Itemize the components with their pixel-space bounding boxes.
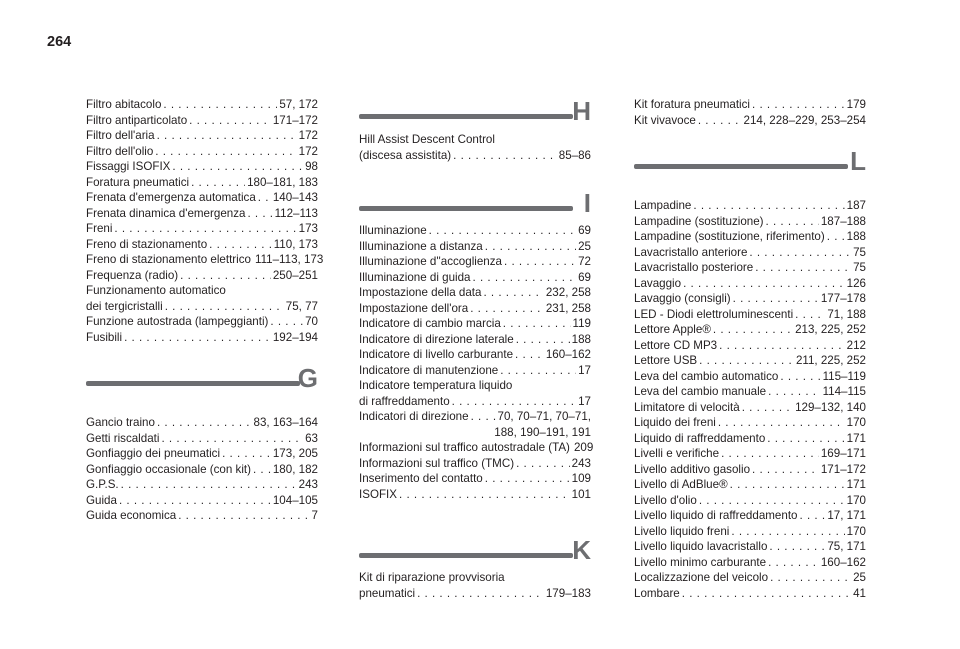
dot-leader — [258, 190, 271, 206]
index-entry — [359, 347, 591, 363]
entry-pages: 17 — [578, 363, 591, 377]
entry-term: Freni — [86, 222, 113, 235]
index-entry — [86, 190, 318, 206]
dot-leader — [429, 223, 576, 239]
entry-term: Lampadine (sostituzione) — [634, 214, 764, 228]
dot-leader — [515, 347, 544, 363]
index-entry — [634, 508, 866, 524]
entry-term: dei tergicristalli — [86, 299, 163, 313]
entry-term: Freno di stazionamento elettrico — [86, 253, 251, 266]
entry-pages: 171–172 — [820, 462, 866, 476]
index-entry — [86, 462, 318, 478]
entry-term: Livello liquido di raffreddamento — [634, 509, 798, 522]
entry-term: ISOFIX — [359, 487, 398, 501]
index-entry — [634, 555, 866, 571]
entry-pages: 69 — [578, 270, 591, 284]
dot-leader — [155, 144, 296, 160]
dot-leader — [730, 477, 845, 493]
index-entry — [359, 285, 591, 301]
entry-pages: 83, 163–164 — [253, 416, 318, 429]
index-entry — [359, 363, 591, 379]
entry-pages: 211, 225, 252 — [795, 354, 866, 367]
entry-term: Lombare — [634, 586, 680, 600]
entry-pages: 173 — [298, 222, 318, 235]
dot-leader — [755, 260, 851, 276]
index-entry — [86, 97, 318, 113]
entry-pages: 109 — [571, 472, 591, 485]
dot-leader — [165, 299, 284, 315]
dot-leader — [163, 97, 277, 113]
index-entry — [634, 322, 866, 338]
index-entry — [359, 586, 591, 602]
entry-term: Kit foratura pneumatici — [634, 98, 750, 111]
index-entry — [634, 291, 866, 307]
entry-pages: 110, 173 — [273, 237, 318, 251]
entry-pages: 71, 188 — [827, 307, 866, 321]
entry-pages: 140–143 — [272, 191, 318, 204]
dot-leader — [503, 316, 571, 332]
index-entry — [359, 394, 591, 410]
entry-term: Lettore CD MP3 — [634, 338, 718, 352]
dot-leader — [718, 415, 845, 431]
index-entry — [86, 128, 318, 144]
dot-leader — [453, 148, 557, 164]
dot-leader — [485, 471, 570, 487]
dot-leader — [471, 409, 496, 425]
section-letter: L — [850, 146, 866, 176]
entry-pages: 180, 182 — [272, 462, 318, 476]
entry-pages: 231, 258 — [545, 301, 591, 315]
index-entry — [86, 237, 318, 253]
index-entry — [634, 400, 866, 416]
entry-term: LED - Diodi elettroluminescenti — [634, 307, 794, 321]
dot-leader — [473, 270, 577, 286]
index-entry — [359, 409, 591, 440]
dot-leader — [483, 285, 543, 301]
dot-leader — [693, 198, 844, 214]
entry-pages: 177–178 — [820, 292, 866, 305]
entry-term: Indicatore di direzione laterale — [359, 332, 514, 346]
entry-term: Guida — [86, 493, 117, 507]
entry-term: Filtro antiparticolato — [86, 113, 188, 127]
section-letter: I — [583, 188, 591, 218]
index-entry — [86, 252, 324, 268]
index-entry — [634, 493, 866, 509]
dot-leader — [752, 97, 845, 113]
dot-leader — [119, 493, 271, 509]
index-entry — [359, 223, 591, 239]
entry-term: Illuminazione — [359, 224, 427, 237]
index-entry — [86, 159, 318, 175]
index-entry — [634, 338, 866, 354]
dot-leader — [399, 487, 570, 503]
index-entry — [86, 477, 318, 493]
entry-pages: 17, 171 — [827, 509, 866, 522]
index-entry — [634, 477, 866, 493]
entry-term: Indicatore di cambio marcia — [359, 317, 501, 330]
dot-leader — [222, 446, 271, 462]
entry-term: Livello d'olio — [634, 493, 697, 507]
dot-leader — [270, 314, 303, 330]
index-entry — [86, 493, 318, 509]
index-entry — [86, 113, 318, 129]
dot-leader — [161, 431, 303, 447]
dot-leader — [766, 214, 819, 230]
entry-pages: 212 — [846, 338, 866, 352]
section-letter: K — [572, 535, 591, 565]
index-entry — [359, 239, 591, 255]
entry-pages: 160–162 — [820, 555, 866, 569]
entry-pages: 17 — [578, 394, 591, 408]
entry-pages: 70, 70–71, 70–71, — [497, 410, 591, 423]
dot-leader — [157, 415, 252, 431]
index-entry — [634, 539, 866, 555]
entry-pages: 25 — [578, 239, 591, 253]
entry-term: Inserimento del contatto — [359, 472, 483, 485]
entry-term: Funzionamento automatico — [86, 284, 226, 297]
entry-pages: 69 — [578, 224, 591, 237]
index-entry — [634, 113, 866, 129]
entry-term: Freno di stazionamento — [86, 237, 208, 251]
dot-leader — [780, 369, 820, 385]
dot-leader — [500, 363, 576, 379]
dot-leader — [516, 332, 570, 348]
index-entry — [86, 268, 318, 284]
index-entry — [359, 270, 591, 286]
index-entry — [634, 198, 866, 214]
dot-leader — [452, 394, 576, 410]
index-entry — [86, 283, 318, 299]
entry-term: Fusibili — [86, 330, 123, 344]
entry-term: Livello liquido freni — [634, 524, 730, 538]
index-entry — [634, 384, 866, 400]
entry-pages: 70 — [305, 315, 318, 328]
dot-leader — [749, 245, 851, 261]
index-entry — [359, 378, 591, 394]
dot-leader — [827, 229, 845, 245]
entry-term: Illuminazione a distanza — [359, 239, 483, 253]
dot-leader — [209, 237, 272, 253]
entry-term: Lampadine (sostituzione, riferimento) — [634, 230, 825, 243]
entry-term: Illuminazione di guida — [359, 270, 471, 284]
index-entry — [86, 330, 318, 346]
entry-term: Kit di riparazione provvisoria — [359, 571, 505, 584]
entry-pages: 170 — [846, 493, 866, 507]
entry-term: Frequenza (radio) — [86, 268, 179, 282]
dot-leader — [247, 206, 272, 222]
dot-leader — [795, 307, 825, 323]
entry-pages: 213, 225, 252 — [795, 323, 866, 336]
entry-term: Lavaggio (consigli) — [634, 292, 731, 305]
section-divider — [359, 553, 573, 558]
entry-term: Leva del cambio automatico — [634, 369, 779, 383]
dot-leader — [769, 539, 825, 555]
entry-pages: 188 — [571, 332, 591, 346]
dot-leader — [157, 128, 297, 144]
index-entry — [359, 254, 591, 270]
entry-pages: 250–251 — [272, 268, 318, 282]
dot-leader — [178, 508, 309, 524]
entry-pages: 115–119 — [822, 369, 866, 383]
entry-term: Livelli e verifiche — [634, 447, 720, 460]
dot-leader — [180, 268, 271, 284]
index-column-3 — [634, 97, 866, 601]
entry-pages: 187 — [846, 199, 866, 212]
index-entry — [86, 299, 318, 315]
entry-pages: 188 — [846, 230, 866, 243]
index-column-1 — [86, 97, 324, 524]
entry-term: Foratura pneumatici — [86, 175, 190, 189]
dot-leader — [417, 586, 544, 602]
dot-leader — [189, 113, 271, 129]
index-entry — [86, 221, 318, 237]
dot-leader — [682, 586, 851, 602]
dot-leader — [253, 462, 271, 478]
entry-term: Filtro dell'aria — [86, 129, 155, 142]
entry-pages: 129–132, 140 — [795, 400, 866, 414]
entry-pages: 172 — [298, 144, 318, 158]
entry-pages: 169–171 — [820, 447, 866, 460]
entry-term: Impostazione dell'ora — [359, 301, 469, 315]
entry-pages: 243 — [298, 478, 318, 491]
entry-term: Liquido dei freni — [634, 416, 716, 429]
entry-term: Livello minimo carburante — [634, 555, 767, 569]
index-entry — [634, 245, 866, 261]
index-entry — [634, 570, 866, 586]
dot-leader — [767, 431, 844, 447]
entry-pages: 75, 77 — [285, 299, 318, 313]
entry-term: Informazioni sul traffico autostradale (TA) — [359, 441, 570, 454]
entry-pages: 75, 171 — [827, 540, 866, 553]
entry-term: Gancio traino — [86, 416, 155, 429]
entry-term: Fissaggi ISOFIX — [86, 160, 171, 173]
index-entry — [634, 229, 866, 245]
entry-term: (discesa assistita) — [359, 148, 452, 162]
entry-term: Livello additivo gasolio — [634, 462, 751, 476]
dot-leader — [698, 113, 742, 129]
entry-pages: 160–162 — [545, 348, 591, 361]
entry-pages: 101 — [571, 487, 591, 501]
entry-term: Lettore Apple® — [634, 323, 711, 336]
entry-term: Indicatore di manutenzione — [359, 363, 499, 377]
entry-term: Lettore USB — [634, 354, 698, 367]
page-number: 264 — [47, 34, 72, 50]
index-entry — [634, 214, 866, 230]
entry-pages: 25 — [853, 571, 866, 584]
index-entry — [86, 415, 318, 431]
entry-term: Frenata d'emergenza automatica — [86, 191, 256, 204]
entry-term: Frenata dinamica d'emergenza — [86, 206, 246, 220]
dot-leader — [713, 322, 793, 338]
index-entry — [86, 175, 318, 191]
section-divider — [634, 164, 848, 169]
entry-pages: 112–113 — [274, 206, 318, 220]
entry-pages: 98 — [305, 160, 318, 173]
dot-leader — [699, 493, 845, 509]
dot-leader — [719, 338, 845, 354]
index-entry — [359, 440, 594, 456]
entry-pages: 171–172 — [272, 113, 318, 127]
index-entry — [634, 276, 866, 292]
entries-block — [359, 132, 591, 163]
entry-pages: 192–194 — [272, 330, 318, 344]
entry-pages: 179–183 — [545, 586, 591, 600]
index-entry — [634, 446, 866, 462]
dot-leader — [124, 330, 271, 346]
entry-term: pneumatici — [359, 586, 416, 600]
dot-leader — [191, 175, 245, 191]
entry-term: Guida economica — [86, 509, 177, 522]
index-entry — [634, 462, 866, 478]
entry-term: Kit vivavoce — [634, 113, 696, 127]
section-letter: H — [572, 96, 591, 126]
index-entry — [634, 369, 866, 385]
index-entry — [634, 586, 866, 602]
dot-leader — [504, 254, 576, 270]
entry-term: Funzione autostrada (lampeggianti) — [86, 315, 269, 328]
index-entry — [86, 446, 318, 462]
entry-pages: 75 — [853, 261, 866, 274]
index-entry — [359, 301, 591, 317]
dot-leader — [768, 384, 820, 400]
entry-pages: 209 — [573, 441, 594, 454]
entries-block — [359, 570, 591, 601]
entry-term: Illuminazione d''accoglienza — [359, 255, 502, 268]
entry-pages: 172 — [298, 129, 318, 142]
dot-leader — [752, 462, 819, 478]
entry-pages: 171 — [846, 478, 866, 491]
index-entry — [86, 314, 318, 330]
entry-pages: 72 — [578, 255, 591, 268]
entry-term: Filtro dell'olio — [86, 144, 154, 158]
dot-leader — [800, 508, 826, 524]
entry-term: Leva del cambio manuale — [634, 385, 767, 398]
index-entry — [634, 524, 866, 540]
entry-term: Limitatore di velocità — [634, 400, 740, 414]
entry-pages: 41 — [853, 586, 866, 600]
entry-term: Getti riscaldati — [86, 431, 160, 445]
entry-pages: 119 — [572, 317, 591, 330]
entry-term: Lavaggio — [634, 276, 682, 290]
entry-term: Lavacristallo anteriore — [634, 245, 748, 259]
index-entry — [86, 431, 318, 447]
entry-term: Indicatore di livello carburante — [359, 348, 514, 361]
index-entry — [86, 508, 318, 524]
entry-pages: 63 — [305, 431, 318, 445]
dot-leader — [485, 239, 576, 255]
section-header-g — [86, 363, 318, 415]
entry-term: Lampadine — [634, 199, 692, 212]
index-entry — [634, 307, 866, 323]
entry-pages: 179 — [846, 98, 866, 111]
dot-leader — [172, 159, 303, 175]
index-entry — [634, 431, 866, 447]
entry-pages: 7 — [311, 509, 318, 522]
entry-term: Impostazione della data — [359, 286, 482, 299]
dot-leader — [768, 555, 819, 571]
entry-term: Filtro abitacolo — [86, 98, 162, 111]
index-entry — [359, 148, 591, 164]
entry-pages: 114–115 — [822, 385, 866, 398]
entry-pages: 75 — [853, 245, 866, 259]
entry-pages: 171 — [846, 431, 866, 445]
index-entry — [359, 316, 591, 332]
index-entry — [634, 353, 866, 369]
dot-leader — [683, 276, 845, 292]
entry-term: Hill Assist Descent Control — [359, 133, 495, 146]
entry-term: Informazioni sul traffico (TMC) — [359, 456, 515, 470]
dot-leader — [114, 221, 296, 237]
dot-leader — [699, 353, 794, 369]
entry-pages: 85–86 — [558, 148, 591, 162]
dot-leader — [731, 524, 844, 540]
entry-term: di raffreddamento — [359, 394, 450, 408]
entry-pages: 243 — [571, 456, 591, 470]
index-entry — [359, 132, 591, 148]
dot-leader — [721, 446, 819, 462]
entry-pages-continued: 188, 190–191, 191 — [494, 425, 591, 439]
index-entry — [86, 144, 318, 160]
entry-pages: 57, 172 — [279, 98, 318, 111]
dot-leader — [121, 477, 297, 493]
dot-leader — [733, 291, 819, 307]
entry-pages: 170 — [846, 524, 866, 538]
index-entry — [634, 415, 866, 431]
section-header-l — [634, 146, 866, 198]
entry-term: Indicatori di direzione — [359, 410, 469, 423]
entry-term: Liquido di raffreddamento — [634, 431, 766, 445]
section-divider — [86, 381, 300, 386]
index-entry — [634, 97, 866, 113]
entry-pages: 170 — [846, 416, 866, 429]
entry-term: Livello di AdBlue® — [634, 478, 728, 491]
entry-pages: 104–105 — [272, 493, 318, 507]
entry-term: G.P.S. — [86, 478, 119, 491]
entry-term: Localizzazione del veicolo — [634, 571, 769, 584]
index-entry — [359, 570, 591, 586]
entry-term: Indicatore temperatura liquido — [359, 379, 513, 392]
dot-leader — [770, 570, 851, 586]
entry-term: Lavacristallo posteriore — [634, 261, 754, 274]
entry-pages: 173, 205 — [272, 447, 318, 460]
index-entry — [359, 332, 591, 348]
index-entry — [86, 206, 318, 222]
entry-pages: 111–113, 173 — [254, 253, 324, 266]
entry-pages: 232, 258 — [545, 286, 591, 299]
entry-pages: 214, 228–229, 253–254 — [743, 113, 866, 127]
entry-pages: 187–188 — [820, 214, 866, 228]
index-entry — [359, 456, 591, 472]
index-entry — [359, 487, 591, 503]
section-letter: G — [297, 363, 318, 393]
dot-leader — [470, 301, 544, 317]
dot-leader — [742, 400, 793, 416]
entry-pages: 180–181, 183 — [247, 175, 318, 189]
dot-leader — [516, 456, 570, 472]
index-column-2 — [359, 0, 594, 649]
section-divider — [359, 114, 573, 119]
entry-term: Gonfiaggio dei pneumatici — [86, 447, 221, 460]
index-entry — [634, 260, 866, 276]
section-divider — [359, 206, 573, 211]
entry-term: Livello liquido lavacristallo — [634, 540, 768, 553]
entries-block — [359, 223, 594, 502]
entry-pages: 126 — [846, 276, 866, 290]
index-entry — [359, 471, 591, 487]
entry-term: Gonfiaggio occasionale (con kit) — [86, 462, 251, 476]
